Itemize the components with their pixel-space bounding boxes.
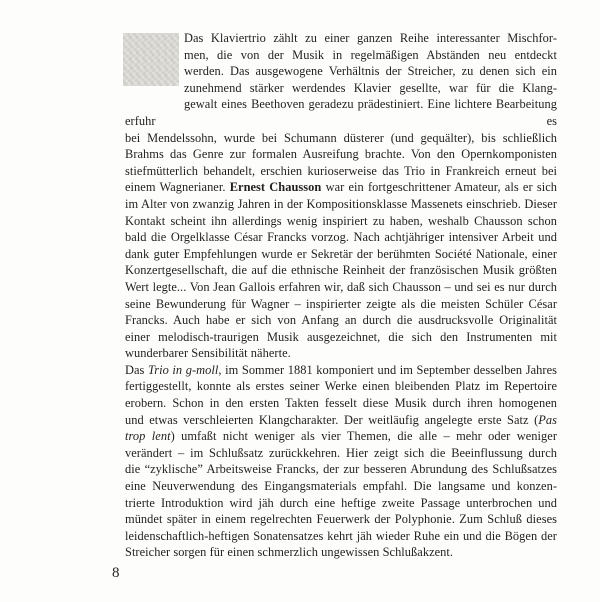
text-segment: erobern. Schon in den ersten Takten fesselt diese Musik durch ihren homogenen <box>125 396 557 411</box>
text-segment: werden. Das ausgewogene Verhältnis der Streicher, zu denen sich ein <box>184 64 557 79</box>
text-segment: im Alter von zwanzig Jahren in der Kompositionsklasse Massenets einschrieb. Dieser <box>125 196 557 211</box>
text-segment: die “zyklische” Arbeitsweise Francks, der zur besseren Abrundung des Schlußsatzes <box>125 462 557 477</box>
text-line <box>125 213 557 230</box>
text-segment: bald die Orgelklasse César Francks vorzog. Nach achtjähriger intensiver Arbeit und <box>125 230 557 245</box>
text-segment: stiefmütterlich behandelt, erschien kurioserweise das Trio in Frankreich erneut bei <box>125 163 557 178</box>
text-line <box>125 544 557 561</box>
text-segment: zunehmend stärker werdendes Klavier gesellte, war für die Klang- <box>184 80 557 95</box>
text-line <box>125 445 557 462</box>
text-line <box>125 495 557 512</box>
text-segment: Das Klaviertrio zählt zu einer ganzen Reihe interessanter Mischfor- <box>184 31 557 45</box>
text-segment: einem Wagnerianer. <box>125 180 230 195</box>
text-segment: Ernest Chausson <box>229 180 322 195</box>
text-line <box>125 378 557 395</box>
text-line <box>125 229 557 246</box>
text-segment: seine Bewunderung für Wagner – inspirierter zeigte als die meisten Schüler César <box>125 296 557 311</box>
text-segment: Das <box>125 362 148 377</box>
text-line <box>125 279 557 296</box>
text-block <box>125 30 557 561</box>
page-number: 8 <box>112 565 120 581</box>
text-line <box>125 96 557 129</box>
text-segment: , im Sommer 1881 komponiert und im September desselben Jahres <box>218 362 557 377</box>
text-segment: eine Neuverwendung des Eingangsmaterials empfahl. Die langsame und konzen- <box>125 479 557 494</box>
text-line <box>125 362 557 379</box>
faded-photo-thumbnail <box>123 33 179 86</box>
text-line <box>125 296 557 313</box>
text-line <box>125 146 557 163</box>
text-line <box>125 246 557 263</box>
text-segment: fertiggestellt, konnte als erstes seiner Werke einen bleibenden Platz im Repertoire <box>125 379 557 394</box>
text-line <box>125 312 557 329</box>
text-segment: Pas <box>538 412 557 427</box>
text-segment: ) umfaßt nicht weniger als vier Themen, die alle – mehr oder weniger <box>170 429 557 444</box>
text-segment: Konzertgesellschaft, die auf die ethnische Reinheit der französischen Musik größten <box>125 263 557 278</box>
text-line <box>125 47 557 64</box>
text-line <box>125 345 557 362</box>
text-line <box>125 163 557 180</box>
text-line <box>125 528 557 545</box>
text-segment: gewalt eines Beethoven geradezu prädestiniert. Eine lichtere Bearbeitung erfuhr es <box>125 97 557 128</box>
text-segment: bei Mendelssohn, wurde bei Schumann düsterer (und gequälter), bis schließlich <box>125 130 557 145</box>
text-segment: men, die von der Musik in regelmäßigen Abständen neu entdeckt <box>184 47 557 62</box>
text-line <box>125 196 557 213</box>
text-segment: Trio in g-moll <box>148 362 219 377</box>
text-line <box>125 428 557 445</box>
text-segment: wunderbarer Sensibilität näherte. <box>125 346 291 361</box>
text-line <box>125 179 557 196</box>
text-segment: Brahms das Genre zur formalen Ausreifung brachte. Von den Opernkomponisten <box>125 147 557 162</box>
text-line <box>125 30 557 47</box>
text-line <box>125 511 557 528</box>
text-segment: einer melodisch-traurigen Musik ausgezeichnet, die sich den Instrumenten mit <box>125 329 557 344</box>
text-segment: trop lent <box>125 429 171 444</box>
text-line <box>125 329 557 346</box>
text-segment: Francks. Auch habe er sich von Anfang an durch die ausdrucksvolle Originalität <box>125 313 557 328</box>
text-segment: verändert – im Schlußsatz zurückkehren. Hier zeigt sich die Beeinflussung durch <box>125 445 557 460</box>
text-line <box>125 63 557 80</box>
text-line <box>125 412 557 429</box>
text-segment: Streicher sorgen für einen schmerzlich ungewissen Schlußakzent. <box>125 545 454 560</box>
text-segment: und etwas verschleierten Klangcharakter. Der weitläufig angelegte erste Satz ( <box>125 412 539 427</box>
text-line <box>125 130 557 147</box>
text-segment: war ein fortgeschrittener Amateur, als er sich <box>321 180 557 195</box>
text-segment: mündet später in einem regelrechten Feuerwerk der Polyphonie. Zum Schluß dieses <box>125 512 557 527</box>
text-segment: leidenschaftlich-heftigen Sonatensatzes kehrt jäh wieder Ruhe ein und die Bögen der <box>125 528 557 543</box>
text-line <box>125 80 557 97</box>
text-segment: trierte Introduktion wird jäh durch eine heftige zweite Passage unterbrochen und <box>125 495 557 510</box>
text-line <box>125 461 557 478</box>
text-segment: Wert legte... Von Jean Gallois erfahren wir, daß sich Chausson – und sei es nur durch <box>125 279 557 294</box>
text-line <box>125 262 557 279</box>
text-line <box>125 395 557 412</box>
text-segment: dank guter Empfehlungen wurde er Sekretär der berühmten Société Nationale, einer <box>125 246 557 261</box>
text-line <box>125 478 557 495</box>
text-segment: Kontakt scheint ihn allerdings wenig inspiriert zu haben, weshalb Chausson schon <box>125 213 557 228</box>
